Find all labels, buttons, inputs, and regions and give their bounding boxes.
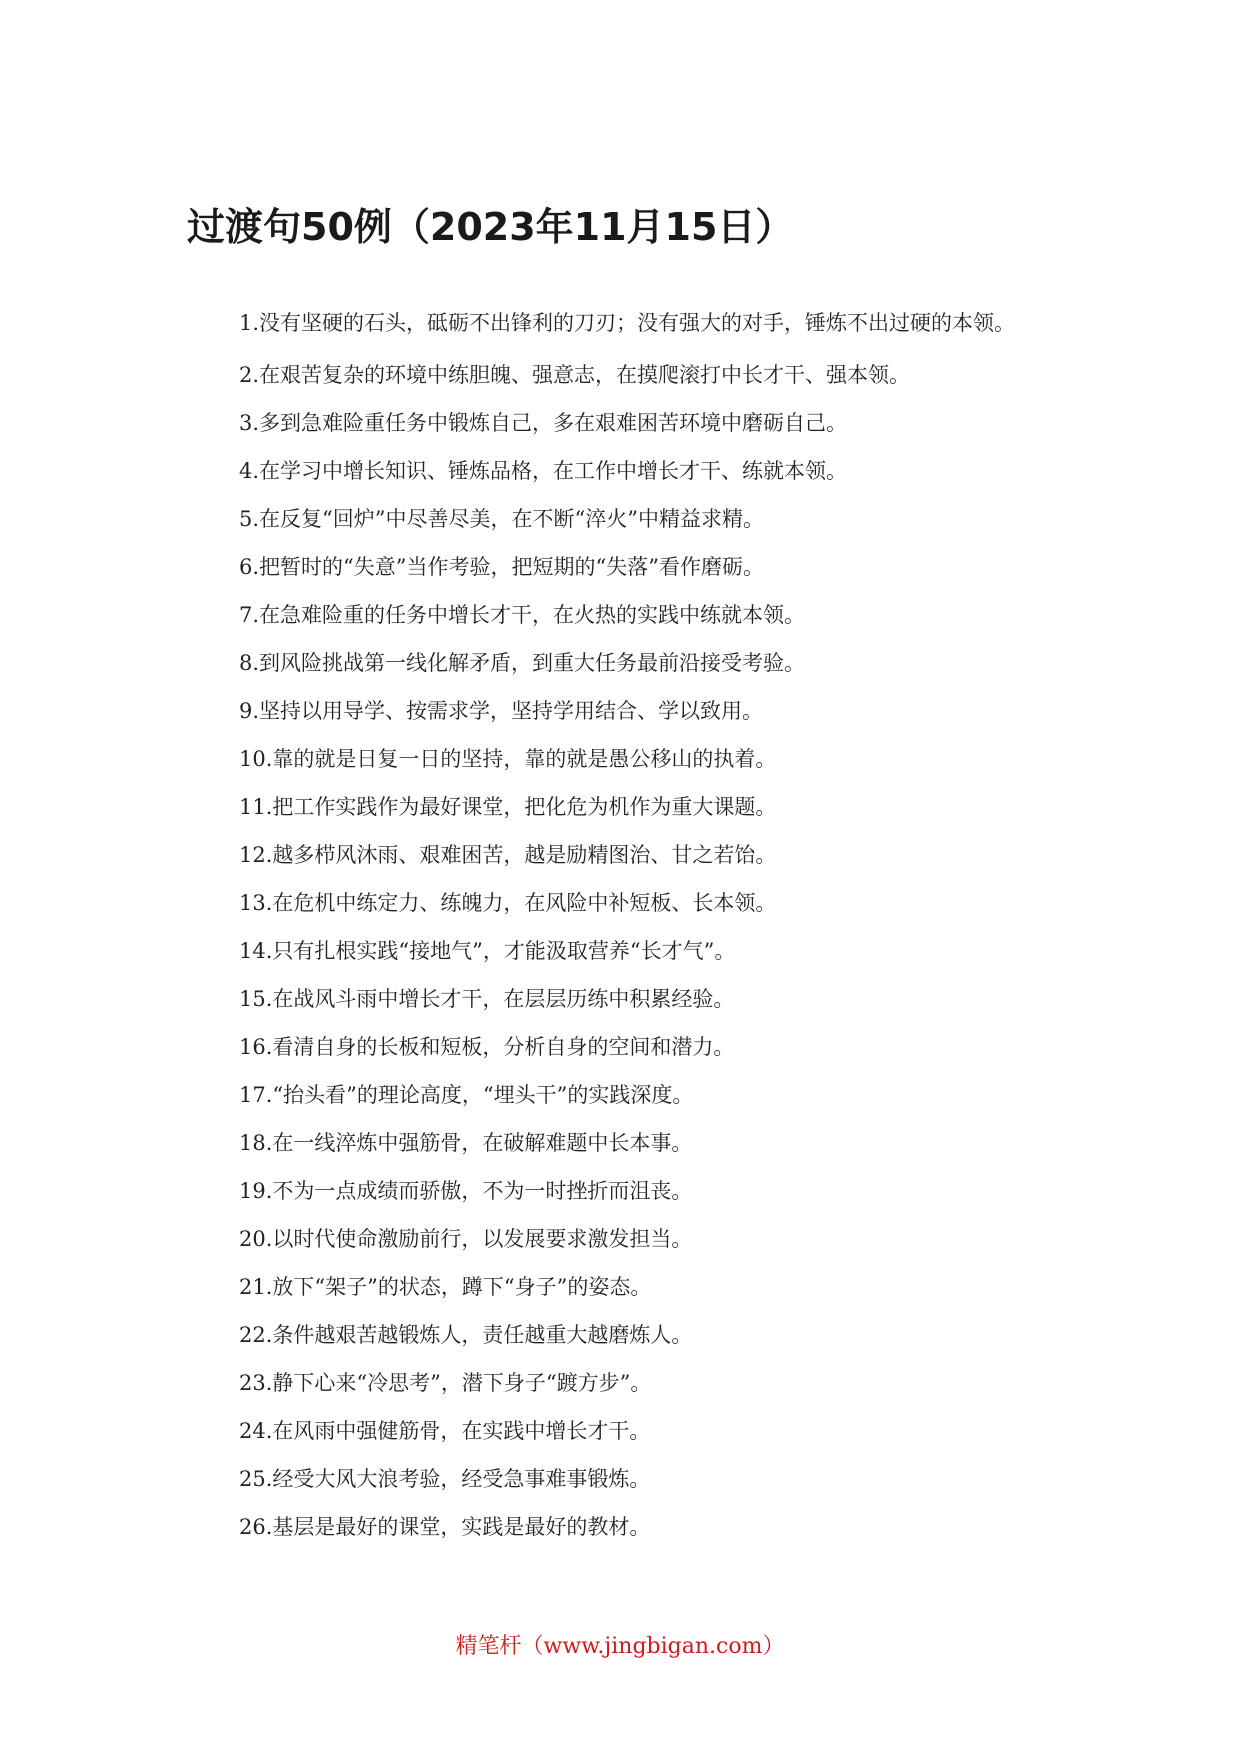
footer-link[interactable]: 精笔杆（www.jingbigan.com） <box>455 1634 785 1659</box>
list-item: 15.在战风斗雨中增长才干，在层层历练中积累经验。 <box>239 987 735 1011</box>
list-item: 26.基层是最好的课堂，实践是最好的教材。 <box>239 1515 651 1539</box>
list-item: 24.在风雨中强健筋骨，在实践中增长才干。 <box>239 1419 651 1443</box>
list-item: 16.看清自身的长板和短板，分析自身的空间和潜力。 <box>239 1035 735 1059</box>
list-item: 4.在学习中增长知识、锤炼品格，在工作中增长才干、练就本领。 <box>239 459 848 483</box>
list-item: 3.多到急难险重任务中锻炼自己，多在艰难困苦环境中磨砺自己。 <box>239 411 848 435</box>
sentence-list <box>187 308 1057 1560</box>
list-item: 11.把工作实践作为最好课堂，把化危为机作为重大课题。 <box>239 795 777 819</box>
list-item: 21.放下“架子”的状态，蹲下“身子”的姿态。 <box>239 1275 652 1299</box>
list-item: 1.没有坚硬的石头，砥砺不出锋利的刀刃；没有强大的对手，锤炼不出过硬的本领。 <box>239 311 1016 335</box>
list-item: 7.在急难险重的任务中增长才干，在火热的实践中练就本领。 <box>239 603 806 627</box>
list-item: 2.在艰苦复杂的环境中练胆魄、强意志，在摸爬滚打中长才干、强本领。 <box>239 363 911 387</box>
document-title: 过渡句50例（2023年11月15日） <box>187 205 794 249</box>
list-item: 14.只有扎根实践“接地气”，才能汲取营养“长才气”。 <box>239 939 736 963</box>
list-item: 10.靠的就是日复一日的坚持，靠的就是愚公移山的执着。 <box>239 747 777 771</box>
list-item: 9.坚持以用导学、按需求学，坚持学用结合、学以致用。 <box>239 699 764 723</box>
list-item: 20.以时代使命激励前行，以发展要求激发担当。 <box>239 1227 693 1251</box>
list-item: 12.越多栉风沐雨、艰难困苦，越是励精图治、甘之若饴。 <box>239 843 777 867</box>
list-item: 19.不为一点成绩而骄傲，不为一时挫折而沮丧。 <box>239 1179 693 1203</box>
list-item: 5.在反复“回炉”中尽善尽美，在不断“淬火”中精益求精。 <box>239 507 764 531</box>
list-item: 22.条件越艰苦越锻炼人，责任越重大越磨炼人。 <box>239 1323 693 1347</box>
list-item: 8.到风险挑战第一线化解矛盾，到重大任务最前沿接受考验。 <box>239 651 806 675</box>
list-item: 25.经受大风大浪考验，经受急事难事锻炼。 <box>239 1467 651 1491</box>
list-item: 23.静下心来“冷思考”，潜下身子“踱方步”。 <box>239 1371 652 1395</box>
list-item: 17.“抬头看”的理论高度，“埋头干”的实践深度。 <box>239 1083 694 1107</box>
list-item: 18.在一线淬炼中强筋骨，在破解难题中长本事。 <box>239 1131 693 1155</box>
list-item: 6.把暂时的“失意”当作考验，把短期的“失落”看作磨砺。 <box>239 555 764 579</box>
list-item: 13.在危机中练定力、练魄力，在风险中补短板、长本领。 <box>239 891 777 915</box>
